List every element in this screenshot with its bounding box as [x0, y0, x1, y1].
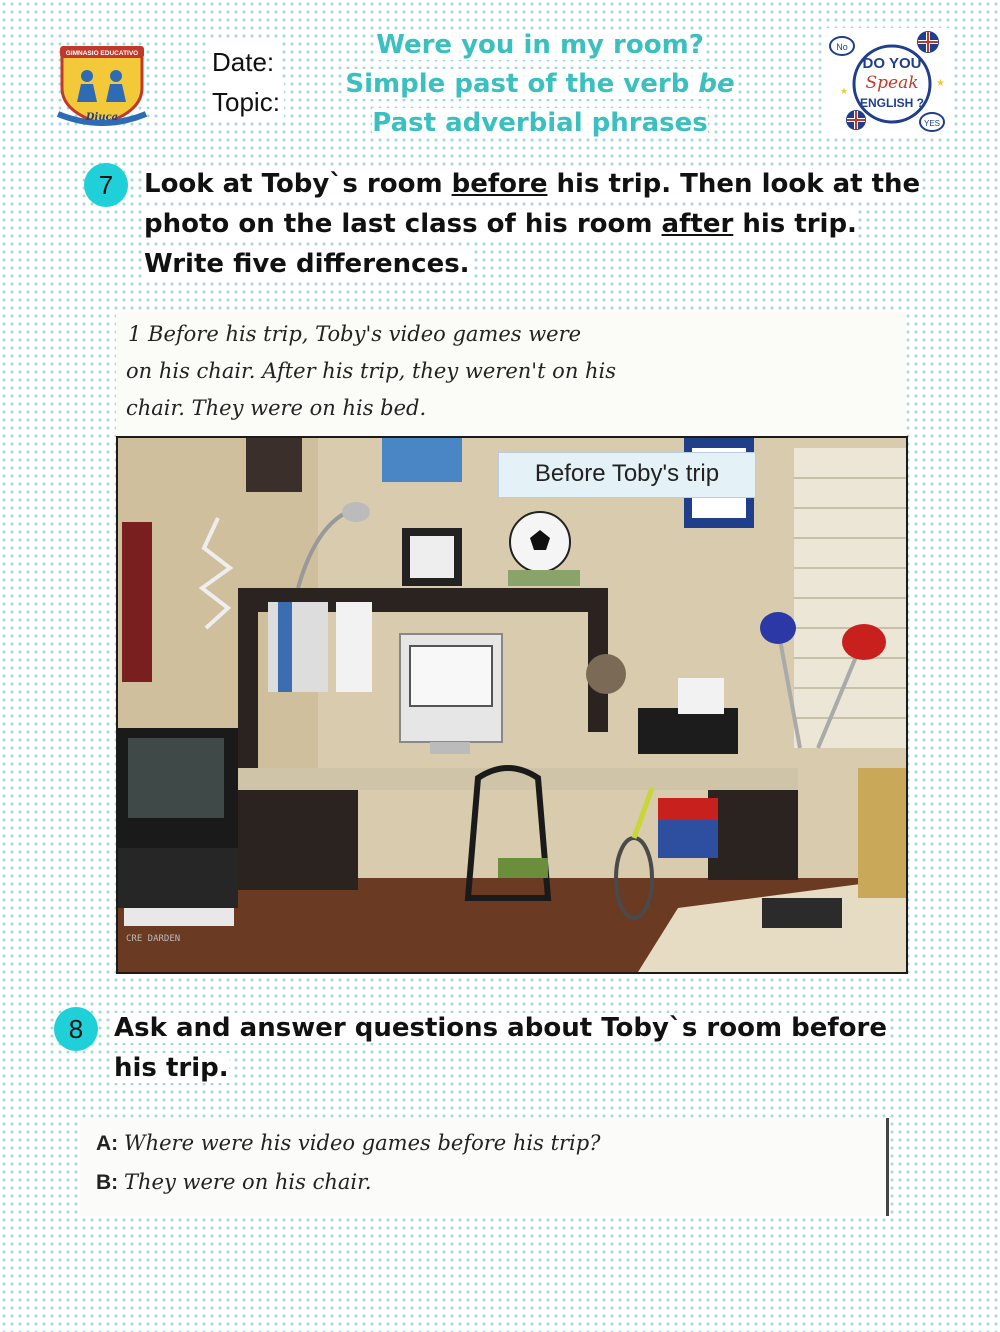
- room-photo: [116, 436, 908, 974]
- room-illustration: [118, 438, 906, 972]
- title-line-3: Past adverbial phrases: [372, 108, 708, 138]
- example-line-2: on his chair. After his trip, they weren't on his: [126, 359, 617, 383]
- vcr: [124, 908, 234, 926]
- photo-label: Before Toby's trip: [498, 452, 756, 498]
- magazines: [762, 898, 842, 928]
- badge-line-1: DO YOU: [862, 55, 922, 72]
- lamp-shade-blue: [760, 612, 796, 644]
- tv-brand-label: CRE DARDEN: [126, 934, 181, 944]
- exercise-8-instructions: Ask and answer questions about Toby`s room before his trip.: [114, 1013, 887, 1083]
- wall-poster: [382, 438, 462, 482]
- troll-doll: [586, 654, 626, 694]
- title-line-1: Were you in my room?: [376, 30, 704, 60]
- binders: [268, 602, 328, 692]
- school-logo-text-top: GIMNASIO EDUCATIVO: [65, 50, 139, 57]
- wall-poster: [122, 522, 152, 682]
- example-answer-box: [116, 312, 906, 442]
- dialog-line-b: B: They were on his chair.: [96, 1170, 372, 1194]
- pillow: [858, 768, 906, 898]
- video-games: [498, 858, 548, 878]
- date-label: Date:: [208, 42, 278, 82]
- exercise-7-instructions: Look at Toby`s room before his trip. Then look at the photo on the last class of his room after his trip. Write five differences.: [144, 169, 921, 279]
- badge-line-3: ENGLISH ?: [859, 96, 925, 110]
- badge-star-icon: ★: [936, 78, 945, 89]
- badge-star-icon: ★: [840, 86, 849, 96]
- badge-line-2: Speak: [865, 73, 919, 93]
- dialog-box: [80, 1118, 889, 1216]
- date-topic-block: [208, 42, 284, 122]
- badge-no-bubble: No: [836, 42, 848, 52]
- school-logo: [52, 40, 152, 126]
- lamp-shade-red: [842, 624, 886, 660]
- dialog-line-a: A: Where were his video games before his trip?: [96, 1131, 601, 1155]
- exercise-8-number: 8: [54, 1007, 98, 1051]
- speak-english-badge: [826, 28, 954, 136]
- title-line-2: Simple past of the verb be: [345, 69, 735, 99]
- wall-poster: [246, 438, 302, 492]
- example-line-3: chair. They were on his bed.: [126, 396, 427, 420]
- storage-bin: [658, 818, 718, 858]
- topic-label: Topic:: [208, 82, 284, 122]
- worksheet-title: [340, 26, 740, 143]
- exercise-7-number: 7: [84, 163, 128, 207]
- badge-yes-bubble: YES: [923, 119, 941, 128]
- example-line-1: 1 Before his trip, Toby's video games were: [128, 322, 582, 346]
- school-logo-text-bottom: Diuca: [85, 112, 119, 123]
- printer: [638, 708, 738, 754]
